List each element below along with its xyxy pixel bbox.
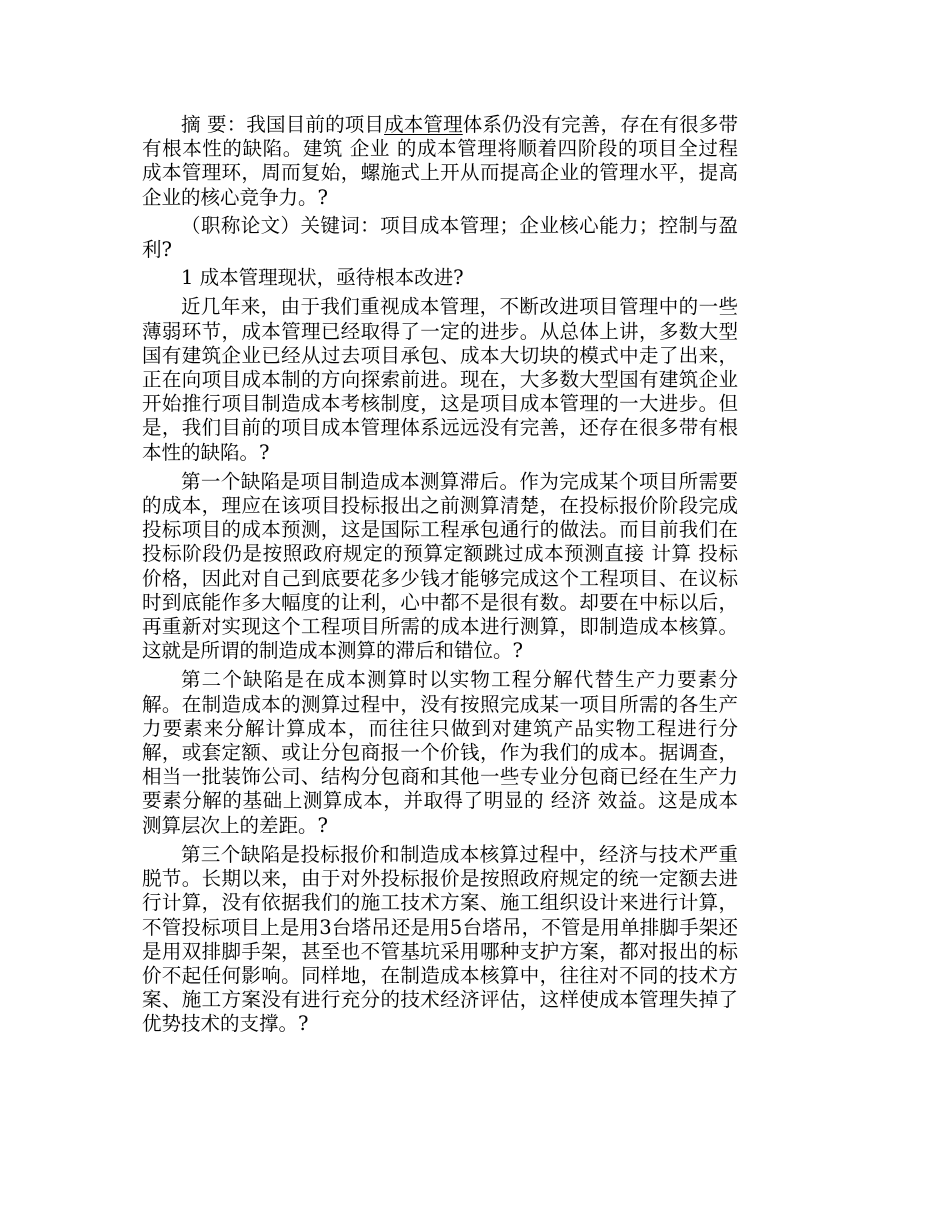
body-paragraph-4: 第三个缺陷是投标报价和制造成本核算过程中，经济与技术严重脱节。长期以来，由于对外投标报价是按照政府规定的统一定额去进行计算，没有依据我们的施工技术方案、施工组织设计来进行计算，不管投标项目上是用3台塔吊还是用5台塔吊，不管是用单排脚手架还是用双排脚手架，甚至也不管基坑采用哪种支护方案，都对报出的标价不起任何影响。同样地，在制造成本核算中，往往对不同的技术方案、施工方案没有进行充分的技术经济评估，这样使成本管理失掉了优势技术的支撑。? (142, 842, 738, 1036)
abstract-text-before: 我国目前的项目 (246, 113, 385, 136)
abstract-label: 摘 要： (181, 113, 247, 136)
abstract-text-after: 体系仍没有完善，存在有很多带有根本性的缺陷。建筑 企业 的成本管理将顺着四阶段的项目全过程成本管理环，周而复始，螺施式上开从而提高企业的管理水平，提高企业的核心竞争力。? (142, 113, 738, 209)
cost-management-link[interactable]: 成本管理 (384, 113, 463, 136)
body-paragraph-3: 第二个缺陷是在成本测算时以实物工程分解代替生产力要素分解。在制造成本的测算过程中，没有按照完成某一项目所需的各生产力要素来分解计算成本，而往往只做到对建筑产品实物工程进行分解，或套定额、或让分包商报一个价钱，作为我们的成本。据调查，相当一批装饰公司、结构分包商和其他一些专业分包商已经在生产力要素分解的基础上测算成本，并取得了明显的 经济 效益。这是成本测算层次上的差距。? (142, 668, 738, 837)
keywords-paragraph: （职称论文）关键词：项目成本管理；企业核心能力；控制与盈利? (142, 213, 738, 262)
abstract-paragraph (142, 113, 738, 210)
document-body (142, 113, 738, 1042)
body-paragraph-2: 第一个缺陷是项目制造成本测算滞后。作为完成某个项目所需要的成本，理应在该项目投标报出之前测算清楚，在投标报价阶段完成投标项目的成本预测，这是国际工程承包通行的做法。而目前我们在投标阶段仍是按照政府规定的预算定额跳过成本预测直接 计算 投标价格，因此对自己到底要花多少钱才能够完成这个工程项目、在议标时到底能作多大幅度的让利，心中都不是很有数。却要在中标以后，再重新对实现这个工程项目所需的成本进行测算，即制造成本核算。这就是所谓的制造成本测算的滞后和错位。? (142, 469, 738, 663)
section-heading: 1 成本管理现状，亟待根本改进? (181, 266, 464, 290)
body-paragraph-1: 近几年来，由于我们重视成本管理，不断改进项目管理中的一些薄弱环节，成本管理已经取得了一定的进步。从总体上讲，多数大型国有建筑企业已经从过去项目承包、成本大切块的模式中走了出来，正在向项目成本制的方向探索前进。现在，大多数大型国有建筑企业开始推行项目制造成本考核制度，这是项目成本管理的一大进步。但是，我们目前的项目成本管理体系远远没有完善，还存在很多带有根本性的缺陷。? (142, 295, 738, 464)
